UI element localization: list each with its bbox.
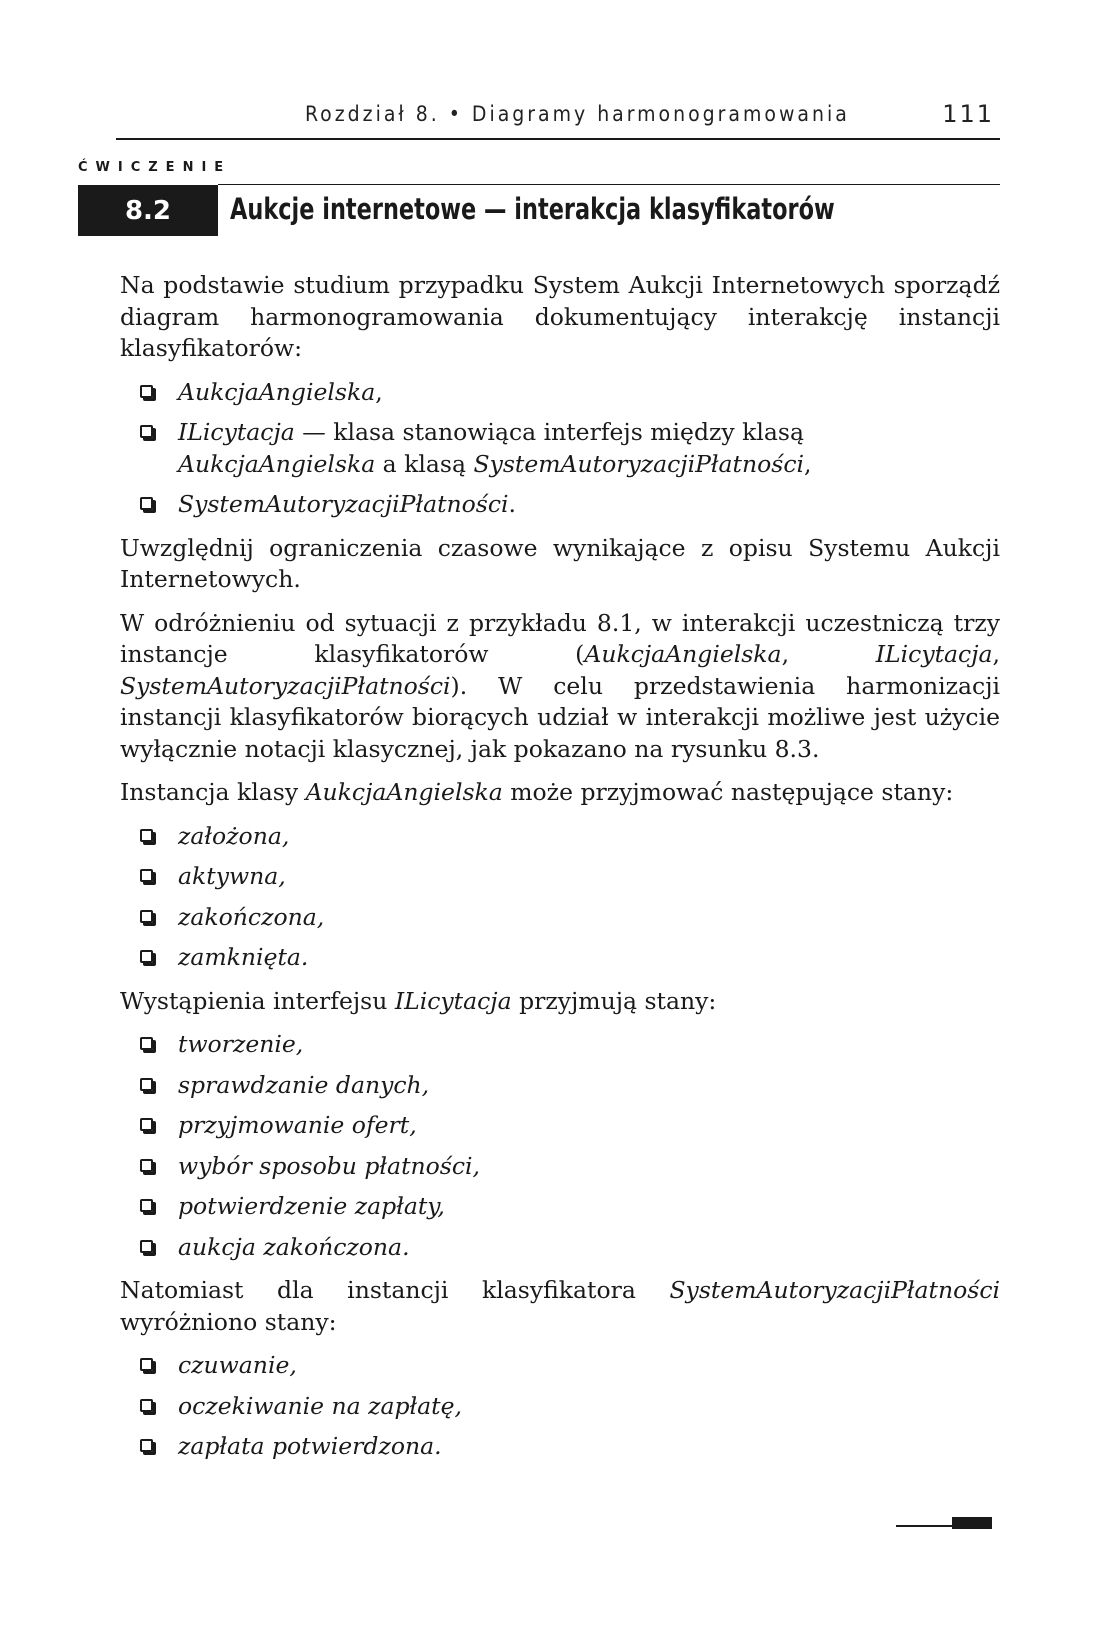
checkbox-bullet-icon bbox=[140, 1399, 153, 1412]
classifier-name: SystemAutoryzacjiPłatności bbox=[120, 671, 451, 700]
classifier-name: ILicytacja bbox=[394, 986, 512, 1015]
auction-states-intro bbox=[120, 777, 1000, 809]
classifier-name: SystemAutoryzacjiPłatności bbox=[473, 449, 805, 478]
checkbox-bullet-icon bbox=[140, 869, 153, 882]
exercise-number: 8.2 bbox=[78, 185, 218, 236]
list-item bbox=[120, 1350, 1000, 1382]
state-name: oczekiwanie na zapłatę, bbox=[178, 1391, 463, 1420]
interface-states-list bbox=[120, 1029, 1000, 1263]
classifier-name: SystemAutoryzacjiPłatności bbox=[669, 1276, 1000, 1304]
text-run: , bbox=[992, 640, 1000, 668]
list-item bbox=[120, 942, 1000, 974]
exercise-title: Aukcje internetowe — interakcja klasyfikatorów bbox=[230, 192, 835, 226]
punctuation: , bbox=[804, 449, 812, 478]
checkbox-bullet-icon bbox=[140, 1078, 153, 1091]
page-end-marker bbox=[952, 1517, 992, 1529]
page-number: 111 bbox=[942, 100, 994, 128]
classifier-name: AukcjaAngielska bbox=[178, 377, 376, 406]
text-run: , bbox=[781, 640, 876, 668]
intro-paragraph: Na podstawie studium przypadku System Aukcji Internetowych sporządź diagram harmonogramowania dokumentujący interakcję instancji klasyfikatorów: bbox=[120, 271, 1000, 362]
text-run: Wystąpienia interfejsu bbox=[120, 986, 395, 1015]
constraints-paragraph: Uwzględnij ograniczenia czasowe wynikające z opisu Systemu Aukcji Internetowych. bbox=[120, 533, 1000, 593]
text-run: przyjmują stany: bbox=[511, 986, 717, 1015]
state-name: zapłata potwierdzona. bbox=[178, 1432, 442, 1460]
classifier-description: a klasą bbox=[375, 449, 474, 478]
checkbox-bullet-icon bbox=[140, 1199, 153, 1212]
checkbox-bullet-icon bbox=[140, 425, 153, 438]
checkbox-bullet-icon bbox=[140, 950, 153, 963]
text-run: wyróżniono stany: bbox=[120, 1307, 337, 1336]
text-run: Instancja klasy bbox=[120, 778, 306, 806]
state-name: założona, bbox=[178, 821, 290, 850]
checkbox-bullet-icon bbox=[140, 497, 153, 510]
list-item bbox=[120, 1110, 1000, 1142]
state-name: sprawdzanie danych, bbox=[178, 1070, 430, 1099]
state-name: tworzenie, bbox=[178, 1030, 304, 1058]
state-name: zamknięta. bbox=[178, 943, 309, 971]
text-run: W odróżnieniu od sytuacji z przykładu 8.1, w interakcji uczestniczą trzy instancje klasyfikatorów ( bbox=[120, 608, 1000, 668]
state-name: zakończona, bbox=[178, 902, 325, 931]
checkbox-bullet-icon bbox=[140, 1037, 153, 1050]
list-item bbox=[120, 902, 1000, 934]
classifier-list bbox=[120, 377, 1000, 521]
state-name: aktywna, bbox=[178, 862, 286, 890]
list-item bbox=[120, 1191, 1000, 1223]
payment-states-intro bbox=[120, 1275, 1000, 1338]
state-name: przyjmowanie ofert, bbox=[178, 1111, 417, 1139]
list-item bbox=[120, 417, 1000, 480]
list-item bbox=[120, 861, 1000, 893]
running-title: Rozdział 8. • Diagramy harmonogramowania bbox=[305, 102, 850, 126]
text-run: Natomiast dla instancji klasyfikatora bbox=[120, 1276, 670, 1304]
classifier-name: ILicytacja bbox=[178, 418, 295, 446]
exercise-label: ĆWICZENIE bbox=[78, 160, 232, 175]
classifier-name: AukcjaAngielska bbox=[178, 449, 376, 478]
state-name: czuwanie, bbox=[178, 1351, 297, 1379]
classifier-name: SystemAutoryzacjiPłatności bbox=[178, 490, 509, 518]
classifier-name: ILicytacja bbox=[875, 640, 993, 668]
list-item bbox=[120, 1431, 1000, 1463]
punctuation: . bbox=[508, 490, 517, 518]
list-item bbox=[120, 821, 1000, 853]
checkbox-bullet-icon bbox=[140, 385, 153, 398]
state-name: aukcja zakończona. bbox=[178, 1232, 410, 1261]
checkbox-bullet-icon bbox=[140, 1358, 153, 1371]
exercise-rule bbox=[218, 184, 1000, 185]
list-item bbox=[120, 1070, 1000, 1102]
auction-states-list bbox=[120, 821, 1000, 974]
body-text bbox=[120, 270, 1000, 1475]
checkbox-bullet-icon bbox=[140, 1159, 153, 1172]
list-item bbox=[120, 377, 1000, 409]
classifier-name: AukcjaAngielska bbox=[584, 640, 782, 668]
checkbox-bullet-icon bbox=[140, 1118, 153, 1131]
text-run: ). W celu przedstawienia harmonizacji instancji klasyfikatorów biorących udział w interakcji możliwe jest użycie wyłącznie notacji klasycznej, jak pokazano na rysunku 8.3. bbox=[120, 671, 1000, 763]
checkbox-bullet-icon bbox=[140, 1439, 153, 1452]
payment-states-list bbox=[120, 1350, 1000, 1463]
interface-states-intro bbox=[120, 986, 1000, 1018]
list-item bbox=[120, 1151, 1000, 1183]
list-item bbox=[120, 1232, 1000, 1264]
checkbox-bullet-icon bbox=[140, 1240, 153, 1253]
list-item bbox=[120, 1029, 1000, 1061]
checkbox-bullet-icon bbox=[140, 910, 153, 923]
page-end-rule bbox=[896, 1525, 952, 1527]
classifier-description: — klasa stanowiąca interfejs między klasą bbox=[294, 418, 804, 446]
list-item bbox=[120, 1391, 1000, 1423]
list-item bbox=[120, 489, 1000, 521]
punctuation: , bbox=[375, 377, 383, 406]
classifier-name: AukcjaAngielska bbox=[305, 778, 503, 806]
text-run: może przyjmować następujące stany: bbox=[502, 778, 954, 806]
state-name: wybór sposobu płatności, bbox=[178, 1151, 481, 1180]
checkbox-bullet-icon bbox=[140, 829, 153, 842]
state-name: potwierdzenie zapłaty, bbox=[178, 1192, 445, 1220]
interaction-paragraph bbox=[120, 608, 1000, 766]
running-header bbox=[116, 98, 1000, 140]
